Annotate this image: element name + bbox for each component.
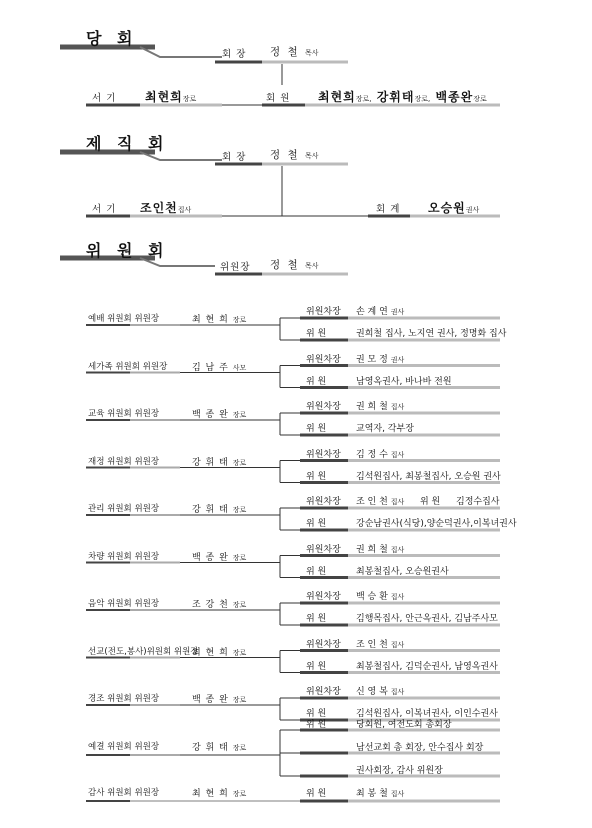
members-title: 위 원 — [306, 519, 327, 529]
committee-name: 경조 위원회 위원장 — [88, 694, 160, 704]
members-title: 위 원 — [306, 566, 327, 577]
members-list: 김석원집사, 최봉철집사, 오승원 권사 — [356, 471, 501, 482]
dang-members: 최현희장로, 강휘태장로, 백종완장로 — [318, 90, 487, 104]
vice-title: 위원차장 — [306, 497, 341, 507]
committee-chair: 최 현 희 장로 — [192, 315, 247, 325]
members-list: 최봉철집사, 김덕순권사, 남영옥권사 — [356, 661, 498, 672]
vice-name: 백 승 환 집사 — [356, 592, 405, 602]
committee-chair: 백 종 완 장로 — [192, 552, 247, 563]
members-list: 권희철 집사, 노지연 권사, 정명화 집사 — [356, 329, 507, 339]
committee-chair: 조 강 천 장로 — [192, 600, 247, 610]
yegyeol-title: 위 원 — [306, 720, 327, 730]
gamsa-title: 위 원 — [306, 789, 327, 799]
committee-name: 차량 위원회 위원장 — [88, 551, 160, 562]
members-list: 강순남권사(식당),양순덕권사,이복녀권사 — [356, 519, 517, 529]
committee-name-yegyeol: 예결 위원회 위원장 — [88, 742, 160, 752]
members-title: 위 원 — [306, 709, 327, 719]
members-list: 남영옥권사, 바나바 전원 — [356, 376, 452, 387]
committee-chair: 강 휘 태 장로 — [192, 457, 247, 468]
extra-name: 김정수집사 — [456, 497, 500, 507]
jejik-sec-title: 서 기 — [92, 204, 117, 215]
committee-chair: 최 현 희 장로 — [192, 647, 247, 658]
members-list: 최봉철집사, 오승원권사 — [356, 566, 449, 577]
committee-chair: 강 휘 태 장로 — [192, 505, 247, 515]
extra-title: 위 원 — [420, 497, 441, 507]
yegyeol-row-1: 당회원, 여전도회 총회장 — [356, 720, 452, 730]
committee-name: 선교(전도,봉사)위원회 위원장 — [88, 646, 199, 657]
jejik-treas-title: 회 계 — [376, 204, 401, 215]
vice-title: 위원차장 — [306, 307, 341, 317]
dang-sec-title: 서 기 — [92, 93, 117, 104]
vice-title: 위원차장 — [306, 449, 341, 460]
members-title: 위 원 — [306, 424, 327, 434]
yegyeol-row-2: 남선교회 총 회장, 안수집사 회장 — [356, 743, 484, 753]
committee-chair: 김 남 주 사모 — [192, 362, 247, 373]
vice-title: 위원차장 — [306, 402, 341, 412]
vice-name: 김 정 수 집사 — [356, 449, 405, 460]
jejik-treas-name: 오승원권사 — [428, 201, 480, 215]
wiwon-chair-title: 위원장 — [220, 262, 251, 273]
dang-chair-name: 정 철 목사 — [270, 46, 319, 58]
committee-name: 세가족 위원회 위원장 — [88, 361, 168, 372]
members-title: 위 원 — [306, 376, 327, 387]
vice-name: 권 모 정 권사 — [356, 354, 405, 365]
committee-chair-yegyeol: 강 휘 태 장로 — [192, 743, 247, 753]
vice-title: 위원차장 — [306, 687, 341, 697]
yegyeol-row-3: 권사회장, 감사 위원장 — [356, 766, 443, 776]
members-title: 위 원 — [306, 471, 327, 482]
vice-title: 위원차장 — [306, 354, 341, 365]
section-title-jejik: 제 직 회 — [86, 134, 169, 153]
section-title-wiwon: 위 원 회 — [86, 241, 169, 260]
committee-name-gamsa: 감사 위원회 위원장 — [88, 788, 160, 798]
dang-member-title: 회 원 — [266, 93, 291, 104]
members-list: 김석원집사, 이복녀권사, 이인수권사 — [356, 709, 498, 719]
dang-chair-title: 회 장 — [222, 49, 247, 60]
vice-title: 위원차장 — [306, 639, 341, 650]
gamsa-member: 최 봉 철 집사 — [356, 789, 405, 799]
members-list: 김행목집사, 안근옥권사, 김남주사모 — [356, 614, 498, 624]
committee-chair: 백 종 완 장로 — [192, 695, 247, 705]
vice-name: 조 인 천 집사 — [356, 497, 405, 507]
jejik-chair-title: 회 장 — [222, 152, 247, 163]
vice-name: 권 희 철 집사 — [356, 402, 405, 412]
committee-name: 관리 위원회 위원장 — [88, 504, 160, 514]
dang-sec-name: 최현희장로 — [145, 90, 197, 104]
vice-name: 손 계 연 권사 — [356, 307, 405, 317]
vice-name: 조 인 천 집사 — [356, 639, 405, 650]
members-list: 교역자, 각부장 — [356, 424, 414, 434]
wiwon-chair-name: 정 철 목사 — [270, 259, 319, 271]
members-title: 위 원 — [306, 661, 327, 672]
committee-name: 음악 위원회 위원장 — [88, 599, 160, 609]
jejik-chair-name: 정 철 목사 — [270, 149, 319, 161]
section-title-dang: 당 회 — [86, 29, 138, 48]
vice-name: 신 영 복 집사 — [356, 687, 405, 697]
vice-title: 위원차장 — [306, 592, 341, 602]
vice-name: 권 희 철 집사 — [356, 544, 405, 555]
committee-name: 재정 위원회 위원장 — [88, 456, 160, 467]
jejik-sec-name: 조인천집사 — [140, 201, 192, 215]
members-title: 위 원 — [306, 614, 327, 624]
committee-chair: 백 종 완 장로 — [192, 410, 247, 420]
committee-chair-gamsa: 최 현 희 장로 — [192, 789, 247, 799]
committee-name: 예배 위원회 위원장 — [88, 314, 160, 324]
vice-title: 위원차장 — [306, 544, 341, 555]
members-title: 위 원 — [306, 329, 327, 339]
committee-name: 교육 위원회 위원장 — [88, 409, 160, 419]
